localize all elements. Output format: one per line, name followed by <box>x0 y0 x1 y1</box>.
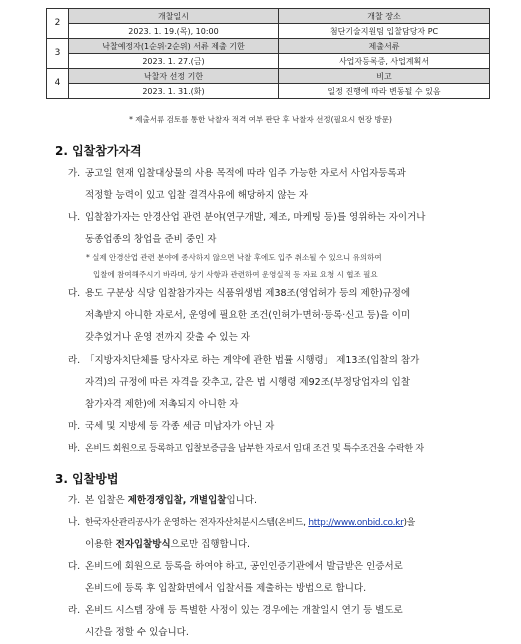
table-row <box>47 69 490 84</box>
item-bold-text: 전자입찰방식 <box>115 539 171 550</box>
list-item <box>68 207 498 251</box>
row-number: 4 <box>47 69 69 99</box>
list-item <box>68 163 498 207</box>
table-cell: 사업자등록증, 사업계획서 <box>279 54 490 69</box>
table-header-cell: 개찰 장소 <box>279 9 490 24</box>
item-marker: 가. <box>68 495 81 506</box>
section-title-eligibility: 2. 입찰참가자격 <box>55 144 142 158</box>
item-line: 「지방자치단체를 당사자로 하는 계약에 관한 법률 시행령」 제13조(입찰의 참가 <box>85 355 420 366</box>
list-item <box>68 438 508 460</box>
item-marker: 라. <box>68 355 81 366</box>
item-marker: 마. <box>68 421 81 432</box>
onbid-link[interactable]: http://www.onbid.co.kr <box>308 518 404 528</box>
item-marker: 바. <box>68 443 81 454</box>
item-line: 저촉받지 아니한 자로서, 운영에 필요한 조건(인허가·면허·등록·신고 등)을 이미 <box>85 310 411 321</box>
schedule-table <box>46 8 490 99</box>
item-marker: 나. <box>68 212 81 223</box>
item-line: 온비드에 등록 후 입찰화면에서 입찰서를 제출하는 방법으로 합니다. <box>85 583 367 594</box>
section-title-bidding-method: 3. 입찰방법 <box>55 472 119 486</box>
item-line: 온비드에 회원으로 등록을 하여야 하고, 공인인증기관에서 발급받은 인증서로 <box>85 561 403 572</box>
item-line <box>68 512 498 534</box>
list-item <box>68 350 498 416</box>
table-header-cell: 비고 <box>279 69 490 84</box>
row-number: 3 <box>47 39 69 69</box>
item-line: 용도 구분상 식당 입찰참가자는 식품위생법 제38조(영업허가 등의 제한)규정에 <box>85 288 411 299</box>
list-item <box>68 512 498 556</box>
item-line: 입찰참가자는 안경산업 관련 분야(연구개발, 제조, 마케팅 등)를 영위하는 자이거나 <box>85 212 426 223</box>
item-marker: 라. <box>68 605 81 616</box>
item-marker: 다. <box>68 561 81 572</box>
item-line: 참가자격 제한)에 저촉되지 아니한 자 <box>85 399 239 410</box>
item-text: 입니다. <box>226 495 257 506</box>
item-text: 으로만 집행합니다. <box>170 539 251 550</box>
table-header-cell: 개찰일시 <box>69 9 279 24</box>
item-line: 공고일 현재 입찰대상물의 사용 목적에 따라 입주 가능한 자로서 사업자등록과 <box>85 168 406 179</box>
subnote-line: 입찰에 참여해주시기 바라며, 상기 사항과 관련하여 운영실적 등 자료 요청 시 협조 필요 <box>93 270 378 279</box>
table-header-cell: 제출서류 <box>279 39 490 54</box>
item-line: 갖추었거나 운영 전까지 갖출 수 있는 자 <box>85 332 250 343</box>
item-text: 한국자산관리공사가 운영하는 전자자산처분시스템(온비드, <box>85 518 309 528</box>
item-line: 적정할 능력이 있고 입찰 결격사유에 해당하지 않는 자 <box>85 190 309 201</box>
item-bold-text: 제한경쟁입찰, 개별입찰 <box>127 495 227 506</box>
table-cell: 2023. 1. 19.(목), 10:00 <box>69 24 279 39</box>
list-item <box>68 416 498 438</box>
item-line: 온비드 회원으로 등록하고 입찰보증금을 납부한 자로서 임대 조건 및 특수조건을 수락한 자 <box>85 444 424 454</box>
item-line <box>68 534 498 556</box>
item-text: 본 입찰은 <box>85 495 128 506</box>
item-line <box>68 490 498 512</box>
row-number: 2 <box>47 9 69 39</box>
item-marker: 가. <box>68 168 81 179</box>
table-row <box>47 39 490 54</box>
item-marker: 나. <box>68 517 81 528</box>
table-row <box>47 9 490 24</box>
item-text: )을 <box>403 518 416 528</box>
subnote-line: * 실제 안경산업 관련 분야에 종사하지 않으면 낙찰 후에도 입주 취소될 수 있으니 유의하여 <box>86 253 382 262</box>
table-cell: 일정 진행에 따라 변동될 수 있음 <box>279 84 490 99</box>
table-cell: 2023. 1. 31.(화) <box>69 84 279 99</box>
list-item <box>68 490 498 512</box>
table-cell: 2023. 1. 27.(금) <box>69 54 279 69</box>
list-item <box>68 600 498 644</box>
table-row <box>47 84 490 99</box>
item-line: 자격)의 규정에 따른 자격을 갖추고, 같은 법 시행령 제92조(부정당업자의 입찰 <box>85 377 411 388</box>
list-item <box>68 283 498 349</box>
table-header-cell: 낙찰예정자(1순위·2순위) 서류 제출 기한 <box>69 39 279 54</box>
table-row <box>47 24 490 39</box>
item-marker: 다. <box>68 288 81 299</box>
item-line: 온비드 시스템 장애 등 특별한 사정이 있는 경우에는 개찰일시 연기 등 별도로 <box>85 605 403 616</box>
list-item <box>68 556 498 600</box>
item-line: 국세 및 지방세 등 각종 세금 미납자가 아닌 자 <box>85 421 275 432</box>
table-cell: 첨단기술지원팀 입찰담당자 PC <box>279 24 490 39</box>
item-text: 이용한 <box>85 539 116 550</box>
item-line: 시간을 정할 수 있습니다. <box>85 627 189 638</box>
table-footnote: * 제출서류 검토를 통한 낙찰자 적격 여부 판단 후 낙찰자 선정(필요시 현장 방문) <box>129 115 392 124</box>
table-header-cell: 낙찰자 선정 기한 <box>69 69 279 84</box>
item-line: 동종업종의 창업을 준비 중인 자 <box>85 234 217 245</box>
eligibility-subnote <box>86 249 491 283</box>
table-row <box>47 54 490 69</box>
